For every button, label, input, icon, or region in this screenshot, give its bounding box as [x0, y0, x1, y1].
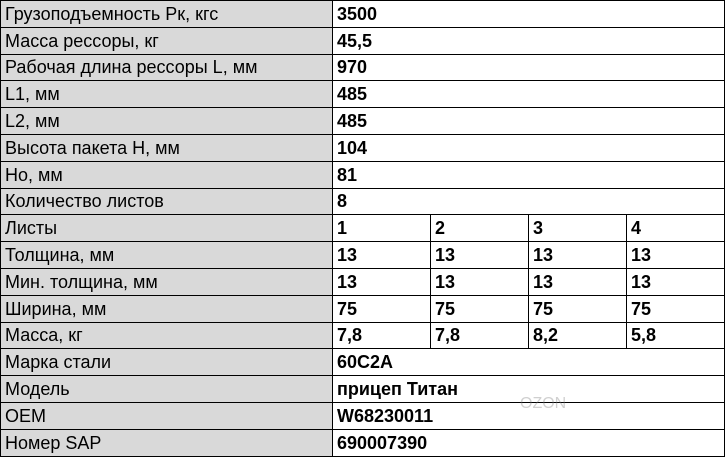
leaf-cell: 75 [529, 295, 627, 322]
row-value: 485 [333, 81, 725, 108]
row-value: 485 [333, 108, 725, 135]
watermark: OZON [520, 395, 567, 412]
leaf-cell: 4 [627, 215, 725, 242]
leaf-cell: 1 [333, 215, 431, 242]
row-label: Грузоподъемность Рк, кгс [1, 1, 333, 28]
leaf-cell: 5,8 [627, 322, 725, 349]
table-row-leaves [1, 268, 725, 295]
leaf-cell: 3 [529, 215, 627, 242]
leaf-cell: 13 [627, 242, 725, 269]
leaf-cell: 75 [431, 295, 529, 322]
leaf-cell: 7,8 [333, 322, 431, 349]
row-label: Мин. толщина, мм [1, 268, 333, 295]
leaf-cell: 2 [431, 215, 529, 242]
row-label: Модель [1, 376, 333, 403]
row-value: 8 [333, 188, 725, 215]
row-label: Марка стали [1, 349, 333, 376]
row-value: 60С2А [333, 349, 725, 376]
row-value: 3500 [333, 1, 725, 28]
leaf-cell: 13 [431, 242, 529, 269]
row-label: Высота пакета H, мм [1, 134, 333, 161]
table-row [1, 1, 725, 28]
leaf-cell: 75 [627, 295, 725, 322]
leaf-cell: 13 [627, 268, 725, 295]
table-row [1, 81, 725, 108]
table-row-leaves [1, 295, 725, 322]
table-row-leaves [1, 322, 725, 349]
row-label: Ширина, мм [1, 295, 333, 322]
row-value: 45,5 [333, 27, 725, 54]
table-row-leaves [1, 215, 725, 242]
row-label: Масса, кг [1, 322, 333, 349]
table-row [1, 402, 725, 429]
leaf-cell: 13 [529, 242, 627, 269]
row-label: Количество листов [1, 188, 333, 215]
row-label: Номер SAP [1, 429, 333, 456]
table-row [1, 108, 725, 135]
row-value: W68230011 [333, 402, 725, 429]
table-row [1, 376, 725, 403]
table-row [1, 27, 725, 54]
row-label: Листы [1, 215, 333, 242]
row-label: Масса рессоры, кг [1, 27, 333, 54]
table-row-leaves [1, 242, 725, 269]
leaf-cell: 13 [333, 268, 431, 295]
row-value: 970 [333, 54, 725, 81]
table-row [1, 349, 725, 376]
row-label: OEM [1, 402, 333, 429]
table-row [1, 429, 725, 456]
leaf-cell: 7,8 [431, 322, 529, 349]
row-label: L2, мм [1, 108, 333, 135]
leaf-cell: 13 [431, 268, 529, 295]
row-value: 81 [333, 161, 725, 188]
leaf-cell: 8,2 [529, 322, 627, 349]
table-row [1, 161, 725, 188]
leaf-cell: 75 [333, 295, 431, 322]
leaf-cell: 13 [333, 242, 431, 269]
row-value: прицеп Титан [333, 376, 725, 403]
row-value: 690007390 [333, 429, 725, 456]
leaf-cell: 13 [529, 268, 627, 295]
row-value: 104 [333, 134, 725, 161]
row-label: Толщина, мм [1, 242, 333, 269]
table-row [1, 54, 725, 81]
row-label: L1, мм [1, 81, 333, 108]
row-label: Ho, мм [1, 161, 333, 188]
row-label: Рабочая длина рессоры L, мм [1, 54, 333, 81]
table-row [1, 134, 725, 161]
table-row [1, 188, 725, 215]
